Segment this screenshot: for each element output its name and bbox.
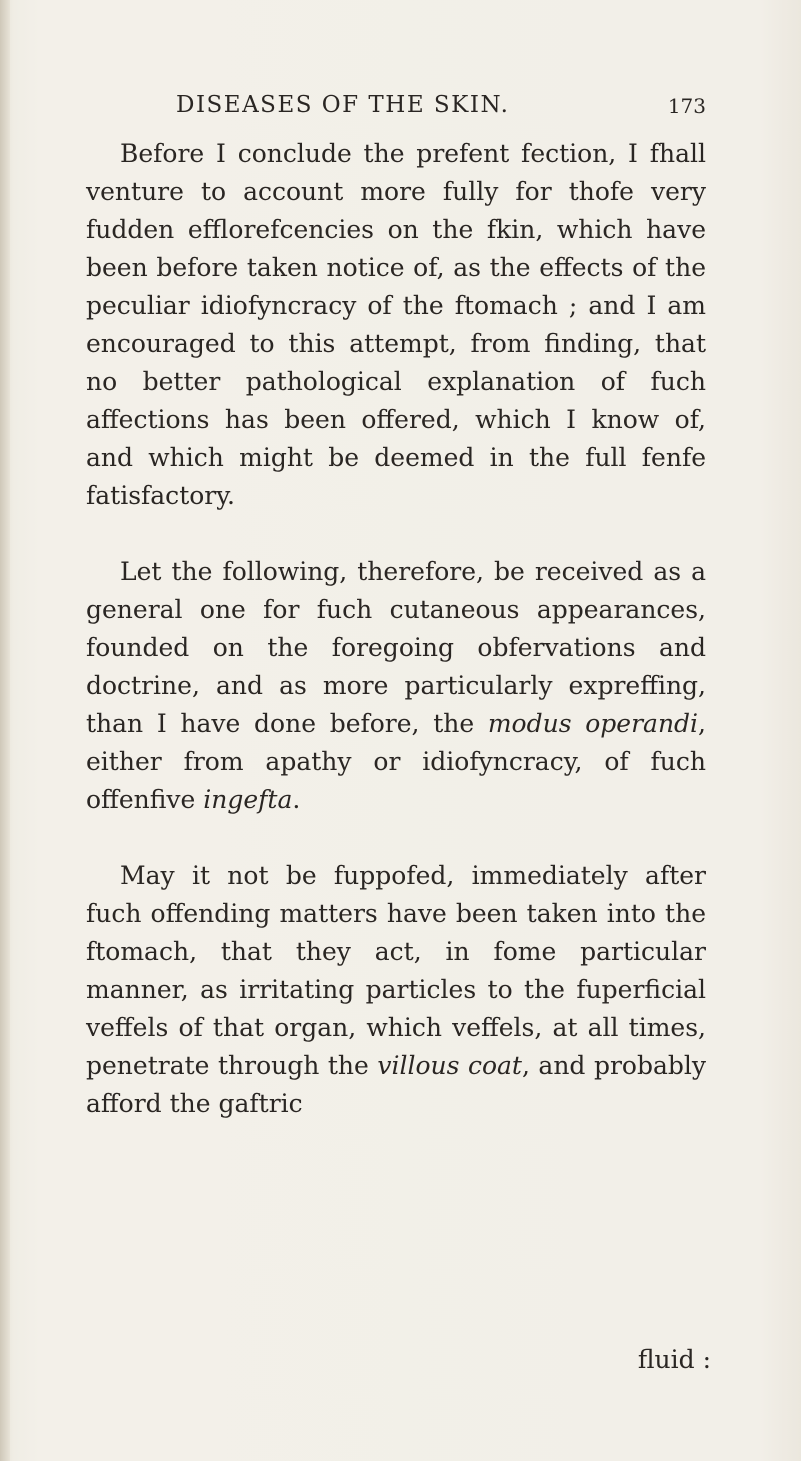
running-head: DISEASES OF THE SKIN. bbox=[176, 92, 510, 118]
catchword: fluid : bbox=[637, 1345, 711, 1374]
paragraph-3-text-a: May it not be fuppofed, immediately after fuch offending matters have been taken into the ftomach, that they act, in fome particular manner, as irritating particles to the fuperficial veffels of that organ, which veffels, at all times, penetrate through the bbox=[86, 861, 706, 1080]
paragraph-2-italic-ingesta: ingefta bbox=[203, 785, 293, 814]
paragraph-1 bbox=[86, 135, 706, 515]
body-text bbox=[86, 135, 706, 1123]
paragraph-2-text-a: Let the following, therefore, be received as a general one for fuch cutaneous appearances, founded on the foregoing obfervations and doctrine, and as more particularly expreffing, than I have done before, the bbox=[86, 557, 706, 738]
page-gutter-edge bbox=[0, 0, 10, 1461]
page-number: 173 bbox=[667, 94, 706, 118]
paragraph-1-text: Before I conclude the prefent fection, I fhall venture to account more fully for thofe very fudden efflorefcencies on the fkin, which have been before taken notice of, as the effects of the peculiar idiofyncracy of the ftomach ; and I am encouraged to this attempt, from finding, that no better pathological explanation of fuch affections has been offered, which I know of, and which might be deemed in the full fenfe fatisfactory. bbox=[86, 139, 706, 510]
paragraph-3-italic-villous-coat: villous coat bbox=[377, 1051, 522, 1080]
paragraph-2 bbox=[86, 553, 706, 819]
paragraph-3-text-b: , and probably afford the gaftric bbox=[86, 1051, 707, 1118]
paragraph-2-italic-modus-operandi: modus operandi bbox=[487, 709, 699, 738]
paragraph-2-text-c: . bbox=[292, 785, 301, 814]
page-header bbox=[176, 92, 706, 126]
paragraph-2-text-b: , either from apathy or idiofyncracy, of fuch offenfive bbox=[86, 709, 706, 814]
paragraph-3 bbox=[86, 857, 706, 1123]
